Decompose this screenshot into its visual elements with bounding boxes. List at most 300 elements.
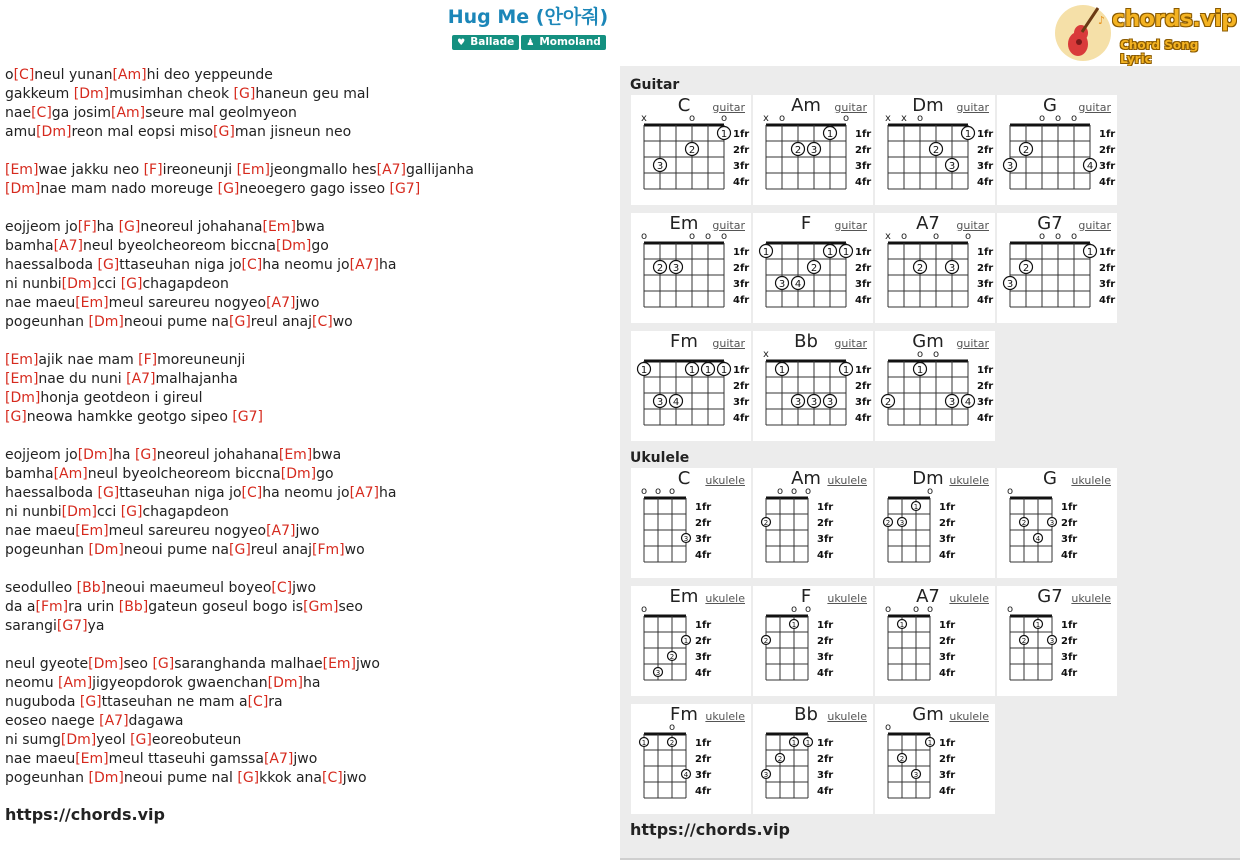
lyric-text: gallijanha <box>406 162 474 178</box>
finger-number: 1 <box>641 739 647 747</box>
chord-marker[interactable]: [C] <box>322 770 343 786</box>
chord-marker[interactable]: [Em] <box>5 352 39 368</box>
chord-marker[interactable]: [Dm] <box>88 314 124 330</box>
open-string-mark: o <box>704 231 712 242</box>
chord-name: G7 <box>1037 586 1063 607</box>
fret-label: 4fr <box>695 668 712 679</box>
fret-label: 1fr <box>855 247 872 258</box>
site-url[interactable]: https://chords.vip <box>5 805 165 824</box>
instrument-link[interactable]: ukulele <box>705 474 745 487</box>
chord-marker[interactable]: [A7] <box>53 238 83 254</box>
chord-marker[interactable]: [A7] <box>266 295 296 311</box>
guitar-chord-bb[interactable] <box>753 331 873 441</box>
fret-label: 1fr <box>939 620 956 631</box>
lyric-text: bamha <box>5 238 54 254</box>
lyric-text: haneun geu mal <box>255 86 370 102</box>
chord-marker[interactable]: [C] <box>312 314 333 330</box>
instrument-link[interactable]: guitar <box>956 337 989 350</box>
lyric-text: nae maeu <box>5 523 76 539</box>
finger-number: 1 <box>964 129 972 140</box>
fret-label: 3fr <box>817 770 834 781</box>
instrument-link[interactable]: ukulele <box>1071 474 1111 487</box>
chord-name: F <box>800 586 812 607</box>
finger-number: 3 <box>794 397 802 408</box>
lyric-text: jwo <box>292 580 317 596</box>
fret-label: 4fr <box>695 550 712 561</box>
muted-string-mark: x <box>763 349 769 360</box>
chord-diagram <box>875 468 995 578</box>
lyric-text: meul ttaseuhi gamssa <box>108 751 264 767</box>
finger-number: 3 <box>1049 519 1055 527</box>
genre-badge[interactable] <box>452 35 519 50</box>
instrument-link[interactable]: guitar <box>712 101 745 114</box>
finger-number: 2 <box>763 637 769 645</box>
ukulele-chord-gm[interactable] <box>875 704 995 814</box>
lyric-text: seo <box>123 656 153 672</box>
ukulele-chord-fm[interactable] <box>631 704 751 814</box>
guitar-chord-a7[interactable] <box>875 213 995 323</box>
chord-marker[interactable]: [Dm] <box>276 238 312 254</box>
instrument-link[interactable]: ukulele <box>705 592 745 605</box>
chord-marker[interactable]: [G] <box>217 181 240 197</box>
chord-marker[interactable]: [Dm] <box>88 542 124 558</box>
lyric-text: ra urin <box>68 599 119 615</box>
chord-marker[interactable]: [Dm] <box>280 466 317 482</box>
finger-number: 1 <box>826 129 834 140</box>
fret-label: 1fr <box>817 620 834 631</box>
guitar-chord-am[interactable] <box>753 95 873 205</box>
open-string-mark: o <box>932 231 940 242</box>
instrument-link[interactable]: guitar <box>956 219 989 232</box>
instrument-link[interactable]: guitar <box>712 219 745 232</box>
fret-label: 3fr <box>939 652 956 663</box>
chord-marker[interactable]: [Am] <box>53 466 88 482</box>
finger-number: 3 <box>655 669 661 677</box>
chord-name: C <box>677 95 691 116</box>
finger-number: 2 <box>794 145 802 156</box>
muted-string-mark: x <box>901 113 907 124</box>
chord-marker[interactable]: [G] <box>5 409 27 425</box>
ukulele-chord-g[interactable] <box>997 468 1117 578</box>
chord-marker[interactable]: [F] <box>77 219 97 235</box>
chord-name: C <box>677 468 691 489</box>
lyric-line <box>5 503 605 522</box>
instrument-link[interactable]: ukulele <box>949 592 989 605</box>
lyric-text: chagapdeon <box>142 276 229 292</box>
fret-label: 3fr <box>939 770 956 781</box>
lyric-text: jwo <box>295 295 320 311</box>
lyric-line <box>5 332 605 351</box>
lyric-line <box>5 237 605 256</box>
open-string-mark: o <box>720 113 728 124</box>
chord-marker[interactable]: [A7] <box>349 485 380 501</box>
chord-name: Fm <box>670 331 698 352</box>
lyric-text: seodulleo <box>5 580 77 596</box>
lyric-text: cci <box>96 276 121 292</box>
chord-diagram <box>997 95 1117 205</box>
guitar-chord-g7[interactable] <box>997 213 1117 323</box>
lyric-text: jwo <box>293 751 318 767</box>
finger-number: 1 <box>704 365 712 376</box>
chord-marker[interactable]: [Em] <box>262 219 296 235</box>
finger-number: 2 <box>669 653 675 661</box>
chord-marker[interactable]: [Dm] <box>88 770 124 786</box>
lyric-text: nuguboda <box>5 694 80 710</box>
instrument-link[interactable]: guitar <box>956 101 989 114</box>
lyric-text: ha <box>379 485 397 501</box>
lyric-text: seure mal geolmyeon <box>145 105 297 121</box>
fret-label: 3fr <box>1061 652 1078 663</box>
lyric-line <box>5 769 605 788</box>
guitar-chord-dm[interactable] <box>875 95 995 205</box>
lyric-line <box>5 731 605 750</box>
fret-label: 2fr <box>1099 145 1116 156</box>
chord-marker[interactable]: [G] <box>118 219 141 235</box>
lyric-text: eojjeom jo <box>5 447 78 463</box>
chord-marker[interactable]: [Fm] <box>35 599 69 615</box>
chord-marker[interactable]: [G] <box>233 86 256 102</box>
chord-marker[interactable]: [F] <box>143 162 163 178</box>
open-string-mark: o <box>1070 113 1078 124</box>
instrument-link[interactable]: ukulele <box>827 592 867 605</box>
chord-marker[interactable]: [Em] <box>278 447 313 463</box>
guitar-chord-em[interactable] <box>631 213 751 323</box>
lyric-text: yeol <box>96 732 131 748</box>
instrument-link[interactable]: guitar <box>834 219 867 232</box>
chord-marker[interactable]: [G] <box>120 504 143 520</box>
chord-marker[interactable]: [Em] <box>75 295 109 311</box>
chord-name: Bb <box>794 704 818 725</box>
lyric-text: ha <box>379 257 397 273</box>
chord-marker[interactable]: [G] <box>213 124 235 140</box>
chord-marker[interactable]: [Dm] <box>5 181 41 197</box>
finger-number: 4 <box>683 771 689 779</box>
lyric-text: pogeunhan <box>5 542 89 558</box>
guitar-chord-fm[interactable] <box>631 331 751 441</box>
fret-label: 3fr <box>1099 161 1116 172</box>
finger-number: 2 <box>932 145 940 156</box>
finger-number: 1 <box>762 247 770 258</box>
chord-marker[interactable]: [A7] <box>376 162 407 178</box>
finger-number: 1 <box>791 621 797 629</box>
finger-number: 1 <box>842 365 850 376</box>
muted-string-mark: x <box>763 113 769 124</box>
chord-marker[interactable]: [G7] <box>232 409 264 425</box>
open-string-mark: o <box>790 486 798 497</box>
lyric-text: saranghanda malhae <box>174 656 323 672</box>
lyric-text: man jisneun neo <box>234 124 352 140</box>
chord-marker[interactable]: [Em] <box>5 162 39 178</box>
lyric-text: haessalboda <box>5 485 98 501</box>
chord-marker[interactable]: [Em] <box>322 656 357 672</box>
chord-marker[interactable]: [C] <box>241 257 263 273</box>
lyric-text: neoreul johahana <box>140 219 263 235</box>
fret-label: 1fr <box>1061 620 1078 631</box>
open-string-mark: o <box>688 231 696 242</box>
guitar-chord-c[interactable] <box>631 95 751 205</box>
lyric-text: cci <box>96 504 121 520</box>
instrument-link[interactable]: guitar <box>834 337 867 350</box>
finger-number: 1 <box>791 739 797 747</box>
chord-marker[interactable]: [G] <box>152 656 175 672</box>
lyric-text: haessalboda <box>5 257 98 273</box>
lyric-text: neoui pume na <box>123 314 230 330</box>
lyric-line <box>5 446 605 465</box>
instrument-link[interactable]: ukulele <box>1071 592 1111 605</box>
finger-number: 2 <box>777 755 783 763</box>
chord-marker[interactable]: [G] <box>97 257 120 273</box>
finger-number: 2 <box>916 263 924 274</box>
finger-number: 3 <box>826 397 834 408</box>
finger-number: 3 <box>1049 637 1055 645</box>
finger-number: 2 <box>688 145 696 156</box>
open-string-mark: o <box>1054 231 1062 242</box>
fret-label: 1fr <box>977 129 994 140</box>
chord-marker[interactable]: [Dm] <box>5 390 41 406</box>
fret-label: 3fr <box>695 534 712 545</box>
ukulele-chord-c[interactable] <box>631 468 751 578</box>
instrument-link[interactable]: guitar <box>834 101 867 114</box>
open-string-mark: o <box>926 486 934 497</box>
finger-number: 2 <box>884 397 892 408</box>
lyric-text: da a <box>5 599 36 615</box>
lyric-text: ha <box>113 447 135 463</box>
fret-label: 1fr <box>817 502 834 513</box>
finger-number: 2 <box>885 519 891 527</box>
finger-number: 3 <box>672 263 680 274</box>
chord-marker[interactable]: [G] <box>229 314 251 330</box>
lyric-text: neomu <box>5 675 59 691</box>
fret-label: 1fr <box>733 365 750 376</box>
ukulele-chord-am[interactable] <box>753 468 873 578</box>
finger-number: 3 <box>1006 161 1014 172</box>
chord-marker[interactable]: [Gm] <box>303 599 339 615</box>
guitar-chord-gm[interactable] <box>875 331 995 441</box>
svg-text:♪: ♪ <box>1098 14 1106 27</box>
chord-marker[interactable]: [A7] <box>126 371 156 387</box>
open-string-mark: o <box>640 604 648 615</box>
chord-marker[interactable]: [A7] <box>266 523 296 539</box>
finger-number: 3 <box>1006 279 1014 290</box>
chord-marker[interactable]: [A7] <box>349 257 380 273</box>
chord-marker[interactable]: [Dm] <box>61 504 97 520</box>
lyric-line <box>5 370 605 389</box>
lyric-text: bwa <box>295 219 325 235</box>
panel-site-url[interactable]: https://chords.vip <box>630 820 790 839</box>
chord-marker[interactable]: [G] <box>97 485 120 501</box>
lyric-text: neul yunan <box>34 67 113 83</box>
fret-label: 4fr <box>939 668 956 679</box>
ukulele-chord-a7[interactable] <box>875 586 995 696</box>
chord-diagram <box>631 704 751 814</box>
fret-label: 4fr <box>977 413 994 424</box>
fret-label: 3fr <box>817 652 834 663</box>
finger-number: 1 <box>899 621 905 629</box>
instrument-link[interactable]: ukulele <box>827 474 867 487</box>
chord-marker[interactable]: [G] <box>79 694 102 710</box>
chord-marker[interactable]: [Am] <box>58 675 93 691</box>
lyric-text: neul byeolcheoreom biccna <box>87 466 281 482</box>
lyric-line <box>5 389 605 408</box>
chord-marker[interactable]: [C] <box>31 105 52 121</box>
lyric-text: kkok ana <box>259 770 323 786</box>
chord-diagram <box>753 213 873 323</box>
fret-label: 1fr <box>939 738 956 749</box>
instrument-link[interactable]: guitar <box>1078 219 1111 232</box>
lyric-text: neoreul johahana <box>156 447 279 463</box>
finger-number: 1 <box>778 365 786 376</box>
guitar-chord-f[interactable] <box>753 213 873 323</box>
finger-number: 4 <box>1035 535 1041 543</box>
lyric-text: eoreobuteun <box>151 732 242 748</box>
fret-label: 2fr <box>1099 263 1116 274</box>
finger-number: 1 <box>826 247 834 258</box>
chord-marker[interactable]: [Bb] <box>76 580 107 596</box>
chord-name: G <box>1043 95 1057 116</box>
chord-marker[interactable]: [Em] <box>75 751 109 767</box>
lyric-line <box>5 408 605 427</box>
finger-number: 3 <box>778 279 786 290</box>
finger-number: 3 <box>948 161 956 172</box>
lyric-text: sarangi <box>5 618 57 634</box>
instrument-link[interactable]: ukulele <box>827 710 867 723</box>
ukulele-chord-dm[interactable] <box>875 468 995 578</box>
finger-number: 1 <box>1035 621 1041 629</box>
lyric-text: neul byeolcheoreom biccna <box>82 238 277 254</box>
chord-marker[interactable]: [G] <box>237 770 260 786</box>
guitar-heading: Guitar <box>630 77 680 93</box>
chord-marker[interactable]: [F] <box>138 352 158 368</box>
chord-name: A7 <box>916 586 940 607</box>
finger-number: 3 <box>656 397 664 408</box>
finger-number: 2 <box>656 263 664 274</box>
chord-name: Dm <box>912 95 944 116</box>
chord-diagram <box>631 586 751 696</box>
finger-number: 3 <box>656 161 664 172</box>
chord-marker[interactable]: [G] <box>120 276 143 292</box>
finger-number: 1 <box>913 503 919 511</box>
logo-tagline: Chord Song Lyric <box>1120 38 1199 66</box>
lyric-text: ga josim <box>51 105 111 121</box>
finger-number: 3 <box>810 397 818 408</box>
finger-number: 1 <box>1086 247 1094 258</box>
lyric-line <box>5 427 605 446</box>
lyric-line <box>5 541 605 560</box>
ukulele-chord-em[interactable] <box>631 586 751 696</box>
chord-marker[interactable]: [Am] <box>110 105 146 121</box>
lyric-text: nae <box>5 105 32 121</box>
chord-marker[interactable]: [G] <box>229 542 251 558</box>
chord-marker[interactable]: [C] <box>13 67 35 83</box>
chord-marker[interactable]: [Dm] <box>60 732 97 748</box>
chord-marker[interactable]: [Dm] <box>36 124 72 140</box>
chord-diagram <box>753 95 873 205</box>
open-string-mark: o <box>720 231 728 242</box>
fret-label: 1fr <box>1061 502 1078 513</box>
instrument-link[interactable]: ukulele <box>949 474 989 487</box>
finger-number: 2 <box>669 739 675 747</box>
chord-marker[interactable]: [A7] <box>263 751 294 767</box>
lyric-line <box>5 598 605 617</box>
instrument-link[interactable]: guitar <box>1078 101 1111 114</box>
chord-marker[interactable]: [Dm] <box>88 656 124 672</box>
lyric-text: nae mam nado moreuge <box>40 181 218 197</box>
finger-number: 4 <box>964 397 972 408</box>
song-tags <box>0 35 1058 50</box>
chord-marker[interactable]: [G7] <box>389 181 421 197</box>
lyric-text: ha neomu jo <box>262 257 350 273</box>
fret-label: 3fr <box>977 161 994 172</box>
chord-marker[interactable]: [G] <box>130 732 152 748</box>
fret-label: 4fr <box>939 786 956 797</box>
chord-marker[interactable]: [Em] <box>5 371 39 387</box>
chord-marker[interactable]: [C] <box>247 694 269 710</box>
lyric-line <box>5 161 605 180</box>
finger-number: 2 <box>1021 637 1027 645</box>
lyric-text: musimhan cheok <box>109 86 234 102</box>
ukulele-chord-g7[interactable] <box>997 586 1117 696</box>
chord-marker[interactable]: [Em] <box>75 523 109 539</box>
lyric-text: wo <box>332 314 353 330</box>
chord-diagram <box>753 331 873 441</box>
ukulele-chord-bb[interactable] <box>753 704 873 814</box>
fret-label: 2fr <box>695 518 712 529</box>
chord-diagram <box>997 213 1117 323</box>
fret-label: 4fr <box>1061 668 1078 679</box>
chord-marker[interactable]: [G7] <box>56 618 88 634</box>
lyric-line <box>5 693 605 712</box>
fret-label: 2fr <box>939 518 956 529</box>
lyric-text: go <box>311 238 329 254</box>
fret-label: 4fr <box>977 295 994 306</box>
chord-marker[interactable]: [G] <box>134 447 157 463</box>
chord-marker[interactable]: [Fm] <box>312 542 345 558</box>
genre-label: Ballade <box>470 36 515 48</box>
instrument-link[interactable]: guitar <box>712 337 745 350</box>
lyric-text: o <box>5 67 14 83</box>
open-string-mark: o <box>640 231 648 242</box>
chord-marker[interactable]: [Em] <box>236 162 270 178</box>
open-string-mark: o <box>688 113 696 124</box>
fret-label: 4fr <box>817 550 834 561</box>
lyric-text: jwo <box>342 770 367 786</box>
chord-marker[interactable]: [Am] <box>112 67 147 83</box>
chord-marker[interactable]: [Dm] <box>61 276 97 292</box>
chord-marker[interactable]: [Bb] <box>118 599 149 615</box>
guitar-chord-g[interactable] <box>997 95 1117 205</box>
lyric-line <box>5 294 605 313</box>
chord-marker[interactable]: [C] <box>271 580 293 596</box>
chord-marker[interactable]: [Dm] <box>267 675 303 691</box>
site-logo[interactable] <box>1054 2 1237 66</box>
artist-badge[interactable] <box>521 35 606 50</box>
instrument-link[interactable]: ukulele <box>949 710 989 723</box>
fret-label: 4fr <box>733 413 750 424</box>
chord-marker[interactable]: [Dm] <box>77 447 114 463</box>
lyric-line <box>5 674 605 693</box>
lyric-line <box>5 218 605 237</box>
finger-number: 2 <box>763 519 769 527</box>
fret-label: 3fr <box>1099 279 1116 290</box>
fret-label: 2fr <box>733 263 750 274</box>
ukulele-chord-f[interactable] <box>753 586 873 696</box>
open-string-mark: o <box>640 486 648 497</box>
lyric-text: gakkeum <box>5 86 74 102</box>
chord-marker[interactable]: [A7] <box>99 713 129 729</box>
instrument-link[interactable]: ukulele <box>705 710 745 723</box>
chord-marker[interactable]: [Dm] <box>73 86 110 102</box>
chord-marker[interactable]: [C] <box>241 485 263 501</box>
